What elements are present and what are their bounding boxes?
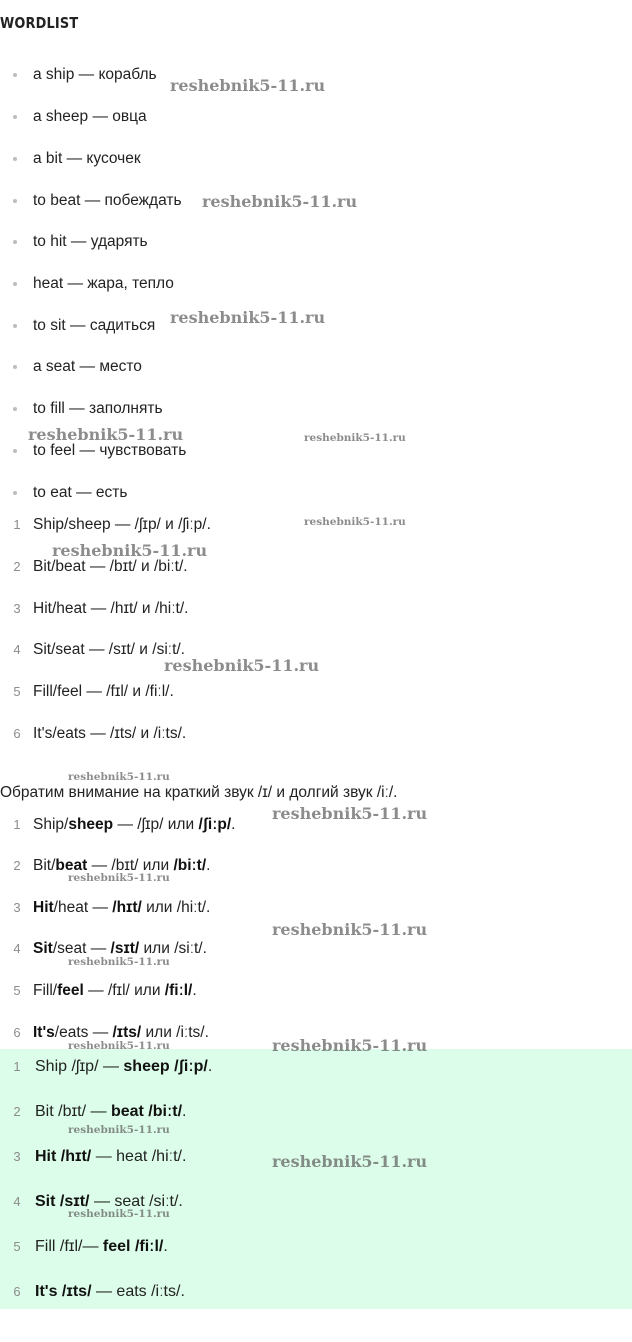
watermark: reshebnik5-11.ru [68, 1124, 170, 1136]
watermark: reshebnik5-11.ru [52, 541, 208, 560]
text-segment: /heat — [53, 899, 113, 916]
numbered-item [0, 896, 632, 920]
bold-segment: /ɪts/ [112, 1024, 142, 1041]
sound-note: Обратим внимание на краткий звук /ɪ/ и долгий звук /iː/. [0, 784, 398, 801]
bullet-icon [13, 157, 17, 161]
text-segment: или /siːt/. [139, 940, 207, 957]
text-segment: . [231, 816, 236, 833]
list-item: a sheep — овца [0, 105, 632, 129]
numbered-item [0, 1055, 632, 1079]
bold-segment: /ʃiːp/ [198, 816, 232, 833]
numbered-item [0, 1235, 632, 1259]
text-segment: . [182, 1103, 187, 1120]
text-segment: . [163, 1238, 168, 1255]
watermark: reshebnik5-11.ru [304, 516, 406, 528]
list-item: to sit — садиться [0, 314, 632, 338]
bold-segment: feel [57, 982, 84, 999]
numbered-item: 5 Fill/feel — /fɪl/ и /fiːl/. [0, 680, 632, 704]
watermark: reshebnik5-11.ru [170, 76, 326, 95]
text-segment: /eats — [54, 1024, 113, 1041]
bold-segment: /hɪt/ [112, 899, 142, 916]
text-segment: — seat /siːt/. [89, 1193, 183, 1210]
watermark: reshebnik5-11.ru [68, 1040, 170, 1052]
item-number: 4 [13, 941, 21, 956]
bold-segment: beat [55, 857, 88, 874]
text-segment: Bit /bɪt/ — [35, 1103, 111, 1120]
watermark: reshebnik5-11.ru [28, 425, 184, 444]
item-number: 2 [13, 559, 21, 574]
bullet-icon [13, 240, 17, 244]
bold-segment: /biːt/ [173, 857, 207, 874]
text-segment: — /bɪt/ или [87, 857, 174, 874]
watermark: reshebnik5-11.ru [272, 1152, 428, 1171]
bullet-icon [13, 365, 17, 369]
text-segment: Fill/ [33, 982, 58, 999]
watermark: reshebnik5-11.ru [68, 872, 170, 884]
item-number: 4 [13, 1194, 21, 1209]
item-number: 2 [13, 858, 21, 873]
text-segment: . [192, 982, 197, 999]
item-number: 1 [13, 517, 21, 532]
numbered-item [0, 1100, 632, 1124]
bullet-icon [13, 449, 17, 453]
bold-segment: Hit /hɪt/ [35, 1148, 92, 1165]
text-segment: или /hiːt/. [141, 899, 211, 916]
list-item: to fill — заполнять [0, 397, 632, 421]
item-number: 6 [13, 1284, 21, 1299]
bold-segment: sheep /ʃiːp/ [123, 1058, 208, 1075]
list-item: a ship — корабль [0, 63, 632, 87]
bold-segment: It's [33, 1024, 55, 1041]
text-segment: . [206, 857, 211, 874]
text-segment: — /fɪl/ или [83, 982, 165, 999]
watermark: reshebnik5-11.ru [272, 1036, 428, 1055]
text-segment: — /ʃɪp/ или [113, 816, 199, 833]
numbered-item: 6 It's/eats — /ɪts/ и /iːts/. [0, 722, 632, 746]
watermark: reshebnik5-11.ru [202, 192, 358, 211]
text-segment: — eats /iːts/. [91, 1283, 185, 1300]
item-number: 6 [13, 726, 21, 741]
item-number: 5 [13, 684, 21, 699]
bold-segment: /sɪt/ [110, 940, 140, 957]
text-segment: Bit/ [33, 857, 56, 874]
numbered-item: 4 Sit/seat — /sɪt/ и /siːt/. [0, 638, 632, 662]
numbered-item: 1 Ship/sheep — /ʃɪp/ и /ʃiːp/. [0, 513, 632, 537]
text-segment: или /iːts/. [141, 1024, 209, 1041]
watermark: reshebnik5-11.ru [272, 920, 428, 939]
watermark: reshebnik5-11.ru [272, 804, 428, 823]
item-number: 5 [13, 1239, 21, 1254]
text-segment: . [207, 1058, 213, 1075]
watermark: reshebnik5-11.ru [68, 956, 170, 968]
wordlist-heading: WORDLIST [0, 14, 79, 32]
watermark: reshebnik5-11.ru [170, 308, 326, 327]
bold-segment: Hit [33, 899, 54, 916]
bold-segment: sheep [68, 816, 114, 833]
numbered-item [0, 1280, 632, 1304]
item-number: 3 [13, 900, 21, 915]
bullet-icon [13, 491, 17, 495]
list-item: to eat — есть [0, 481, 632, 505]
item-number: 1 [13, 817, 21, 832]
watermark: reshebnik5-11.ru [164, 656, 320, 675]
bold-segment: feel /fiːl/ [102, 1238, 164, 1255]
list-item: to hit — ударять [0, 230, 632, 254]
bullet-icon [13, 282, 17, 286]
text-segment: Ship/ [33, 816, 69, 833]
answer-highlight-block [0, 1049, 632, 1309]
numbered-item [0, 979, 632, 1003]
bullet-icon [13, 73, 17, 77]
numbered-item: 2 Bit/beat — /bɪt/ и /biːt/. [0, 555, 632, 579]
list-item: heat — жара, тепло [0, 272, 632, 296]
bold-segment: It's /ɪts/ [35, 1283, 92, 1300]
list-item: to beat — побеждать [0, 189, 632, 213]
item-number: 3 [13, 601, 21, 616]
text-segment: Fill /fɪl/— [35, 1238, 103, 1255]
bold-segment: beat /biːt/ [110, 1103, 183, 1120]
text-segment: — heat /hiːt/. [91, 1148, 187, 1165]
numbered-item: 3 Hit/heat — /hɪt/ и /hiːt/. [0, 597, 632, 621]
item-number: 3 [13, 1149, 21, 1164]
bold-segment: /fiːl/ [164, 982, 193, 999]
bullet-icon [13, 407, 17, 411]
list-item: to feel — чувствовать [0, 439, 632, 463]
watermark: reshebnik5-11.ru [68, 771, 170, 783]
watermark: reshebnik5-11.ru [304, 432, 406, 444]
bullet-icon [13, 115, 17, 119]
bold-segment: Sit /sɪt/ [35, 1193, 90, 1210]
bullet-icon [13, 324, 17, 328]
watermark: reshebnik5-11.ru [68, 1208, 170, 1220]
list-item: a seat — место [0, 355, 632, 379]
bold-segment: Sit [33, 940, 53, 957]
bullet-icon [13, 199, 17, 203]
item-number: 2 [13, 1104, 21, 1119]
item-number: 4 [13, 642, 21, 657]
item-number: 5 [13, 983, 21, 998]
item-number: 6 [13, 1025, 21, 1040]
item-number: 1 [13, 1059, 21, 1074]
text-segment: /seat — [52, 940, 111, 957]
text-segment: Ship /ʃɪp/ — [35, 1058, 124, 1075]
list-item: a bit — кусочек [0, 147, 632, 171]
